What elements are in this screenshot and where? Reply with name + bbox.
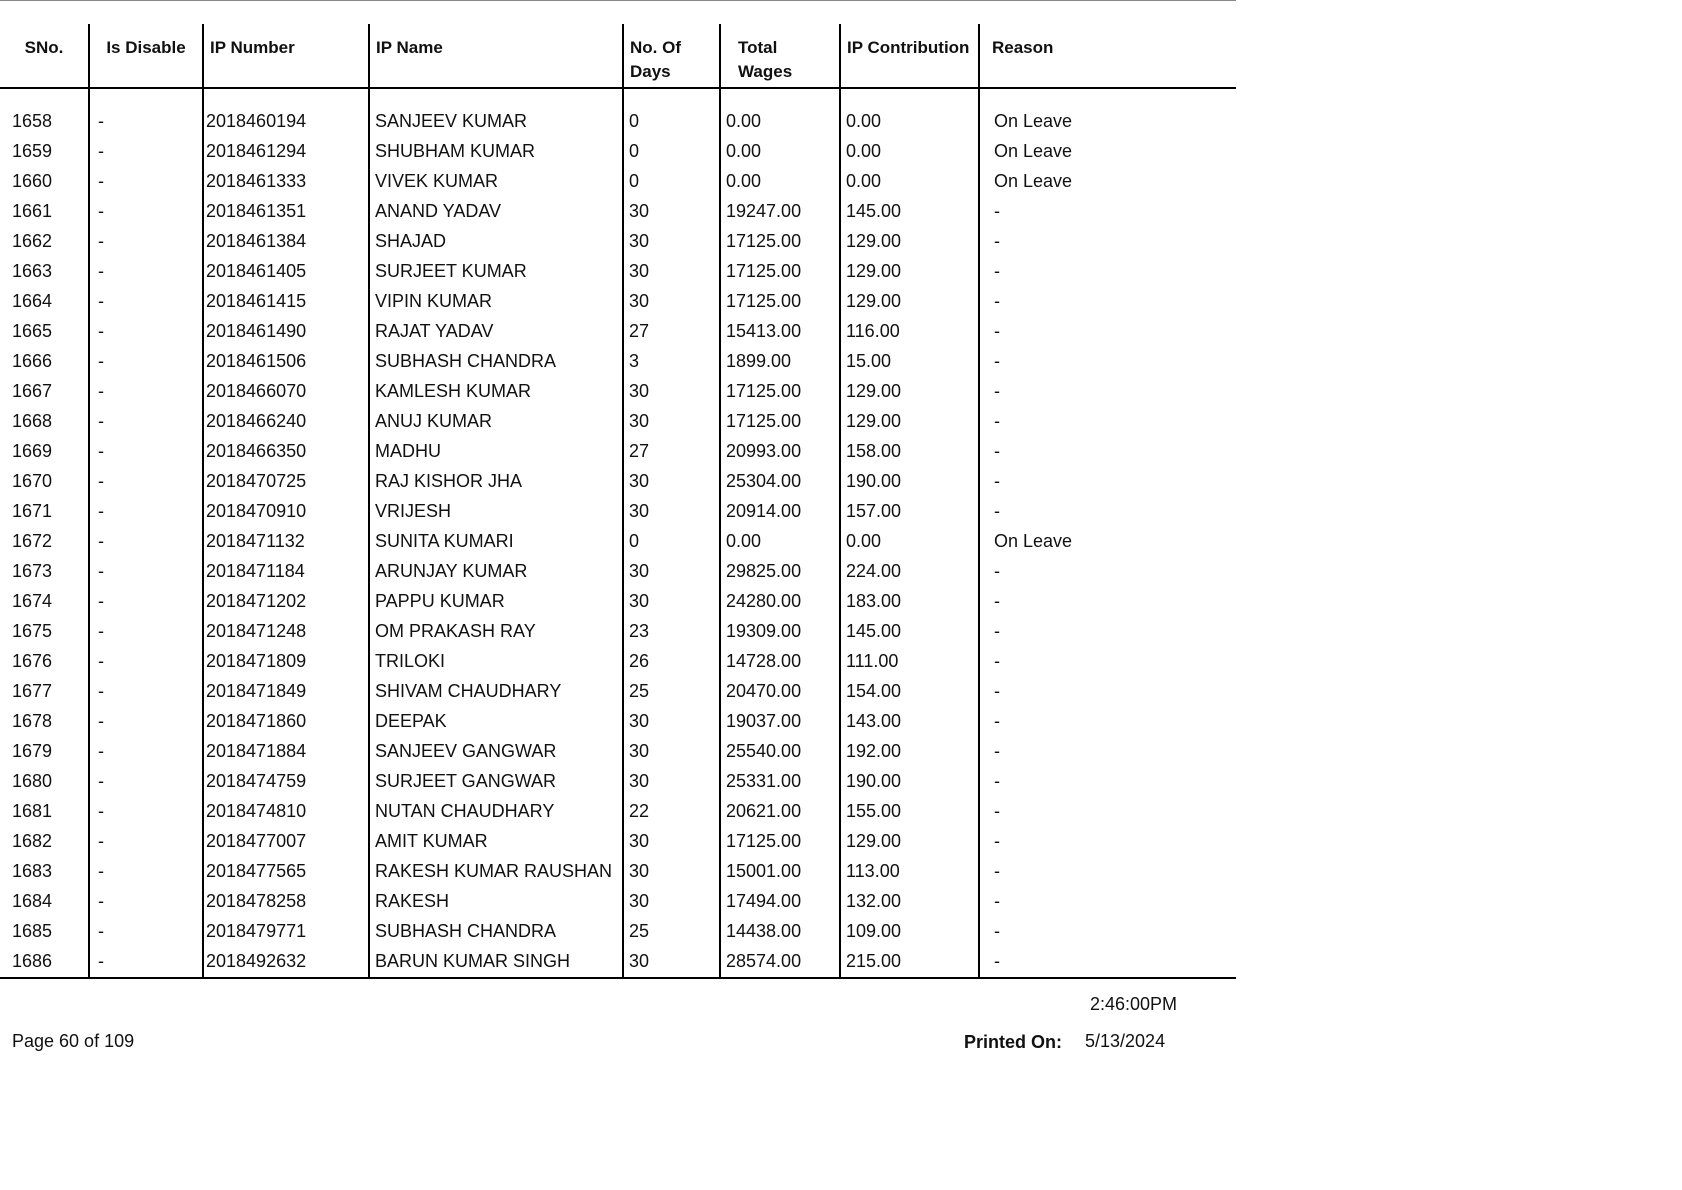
- cell-sno: 1670: [12, 471, 53, 491]
- cell-sno: 1660: [12, 171, 53, 191]
- cell-total-wages: 29825.00: [720, 557, 840, 587]
- cell-is-disable: -: [89, 347, 203, 377]
- cell-ip-contribution: 116.00: [840, 317, 979, 347]
- cell-ip-number: 2018461490: [203, 317, 369, 347]
- cell-ip-number: 2018471248: [203, 617, 369, 647]
- cell-sno: 1659: [12, 141, 53, 161]
- cell-ip-number: 2018461415: [203, 287, 369, 317]
- cell-sno: 1662: [12, 231, 53, 251]
- table-row: [0, 167, 1236, 197]
- cell-is-disable: -: [89, 407, 203, 437]
- table-row: [0, 587, 1236, 617]
- cell-is-disable: -: [89, 587, 203, 617]
- cell-ip-number: 2018466240: [203, 407, 369, 437]
- header-is-disable: Is Disable: [89, 24, 203, 88]
- table-row: [0, 227, 1236, 257]
- cell-total-wages: 20470.00: [720, 677, 840, 707]
- cell-total-wages: 24280.00: [720, 587, 840, 617]
- cell-reason: -: [979, 797, 1236, 827]
- cell-ip-name: ARUNJAY KUMAR: [369, 557, 623, 587]
- cell-is-disable: -: [89, 737, 203, 767]
- cell-reason: -: [979, 737, 1236, 767]
- cell-no-of-days: 30: [623, 287, 720, 317]
- cell-ip-number: 2018471202: [203, 587, 369, 617]
- table-body: [0, 88, 1236, 978]
- cell-is-disable: -: [89, 167, 203, 197]
- cell-sno: 1676: [12, 651, 53, 671]
- cell-ip-name: SURJEET KUMAR: [369, 257, 623, 287]
- cell-ip-name: ANUJ KUMAR: [369, 407, 623, 437]
- cell-ip-contribution: 224.00: [840, 557, 979, 587]
- cell-reason: -: [979, 647, 1236, 677]
- cell-ip-contribution: 143.00: [840, 707, 979, 737]
- cell-no-of-days: 22: [623, 797, 720, 827]
- cell-sno: 1686: [0, 947, 89, 978]
- table-row: [0, 917, 1236, 947]
- cell-ip-name: VIVEK KUMAR: [369, 167, 623, 197]
- cell-ip-number: 2018466350: [203, 437, 369, 467]
- cell-sno: 1668: [12, 411, 53, 431]
- cell-no-of-days: 0: [623, 167, 720, 197]
- header-row: [0, 24, 1236, 88]
- table-row: [0, 407, 1236, 437]
- cell-no-of-days: 30: [623, 827, 720, 857]
- cell-ip-contribution: 129.00: [840, 227, 979, 257]
- cell-reason: -: [979, 617, 1236, 647]
- cell-ip-contribution: 109.00: [840, 917, 979, 947]
- cell-is-disable: -: [89, 437, 203, 467]
- cell-sno: 1661: [12, 201, 53, 221]
- cell-total-wages: 19037.00: [720, 707, 840, 737]
- table-row: [0, 887, 1236, 917]
- cell-sno: 1666: [12, 351, 53, 371]
- cell-reason: -: [979, 497, 1236, 527]
- cell-ip-contribution: 113.00: [840, 857, 979, 887]
- table-row: [0, 437, 1236, 467]
- cell-ip-name: KAMLESH KUMAR: [369, 377, 623, 407]
- cell-ip-name: SANJEEV KUMAR: [369, 88, 623, 137]
- cell-ip-number: 2018478258: [203, 887, 369, 917]
- cell-ip-number: 2018470725: [203, 467, 369, 497]
- cell-total-wages: 17494.00: [720, 887, 840, 917]
- cell-sno: 1663: [12, 261, 53, 281]
- cell-reason: -: [979, 707, 1236, 737]
- table-row: [0, 197, 1236, 227]
- cell-reason: -: [979, 587, 1236, 617]
- cell-ip-name: SHAJAD: [369, 227, 623, 257]
- page-number: Page 60 of 109: [12, 1031, 135, 1051]
- cell-reason: -: [979, 827, 1236, 857]
- table-row: [0, 737, 1236, 767]
- cell-ip-name: DEEPAK: [369, 707, 623, 737]
- cell-no-of-days: 30: [623, 737, 720, 767]
- cell-reason: On Leave: [979, 88, 1236, 137]
- cell-is-disable: -: [89, 707, 203, 737]
- cell-ip-contribution: 15.00: [840, 347, 979, 377]
- cell-reason: -: [979, 887, 1236, 917]
- table-row: [0, 527, 1236, 557]
- cell-ip-name: RAKESH KUMAR RAUSHAN: [369, 857, 623, 887]
- cell-total-wages: 25304.00: [720, 467, 840, 497]
- cell-total-wages: 28574.00: [720, 947, 840, 978]
- header-sno: SNo.: [0, 24, 89, 88]
- cell-reason: -: [979, 287, 1236, 317]
- cell-reason: -: [979, 857, 1236, 887]
- cell-sno: 1678: [12, 711, 53, 731]
- cell-ip-name: SHUBHAM KUMAR: [369, 137, 623, 167]
- cell-ip-number: 2018471884: [203, 737, 369, 767]
- cell-ip-name: RAJ KISHOR JHA: [369, 467, 623, 497]
- cell-reason: On Leave: [979, 137, 1236, 167]
- cell-no-of-days: 30: [623, 257, 720, 287]
- cell-ip-name: MADHU: [369, 437, 623, 467]
- header-reason: Reason: [979, 24, 1236, 88]
- cell-ip-contribution: 192.00: [840, 737, 979, 767]
- cell-ip-contribution: 0.00: [840, 167, 979, 197]
- cell-sno: 1675: [12, 621, 53, 641]
- cell-total-wages: 17125.00: [720, 227, 840, 257]
- contribution-table: [0, 24, 1236, 979]
- cell-ip-contribution: 145.00: [840, 197, 979, 227]
- table-row: [0, 947, 1236, 978]
- table-row: [0, 497, 1236, 527]
- table-row: [0, 557, 1236, 587]
- cell-total-wages: 20993.00: [720, 437, 840, 467]
- contribution-report: [0, 24, 1236, 979]
- cell-ip-contribution: 0.00: [840, 137, 979, 167]
- table-row: [0, 467, 1236, 497]
- cell-ip-name: VIPIN KUMAR: [369, 287, 623, 317]
- cell-sno: 1685: [12, 921, 53, 941]
- cell-is-disable: -: [89, 677, 203, 707]
- cell-ip-name: OM PRAKASH RAY: [369, 617, 623, 647]
- cell-sno: 1667: [12, 381, 53, 401]
- table-row: [0, 617, 1236, 647]
- cell-no-of-days: 27: [623, 437, 720, 467]
- cell-ip-number: 2018474810: [203, 797, 369, 827]
- cell-reason: -: [979, 917, 1236, 947]
- cell-ip-number: 2018471860: [203, 707, 369, 737]
- table-row: [0, 317, 1236, 347]
- cell-no-of-days: 30: [623, 887, 720, 917]
- printed-on-date: 5/13/2024: [1085, 1031, 1166, 1051]
- cell-no-of-days: 25: [623, 677, 720, 707]
- cell-ip-contribution: 129.00: [840, 377, 979, 407]
- cell-no-of-days: 26: [623, 647, 720, 677]
- cell-no-of-days: 30: [623, 767, 720, 797]
- cell-ip-name: ANAND YADAV: [369, 197, 623, 227]
- cell-no-of-days: 30: [623, 497, 720, 527]
- cell-ip-number: 2018461351: [203, 197, 369, 227]
- cell-ip-name: RAJAT YADAV: [369, 317, 623, 347]
- cell-ip-number: 2018461294: [203, 137, 369, 167]
- cell-sno: 1674: [12, 591, 53, 611]
- cell-no-of-days: 30: [623, 377, 720, 407]
- header-total-wages: Total Wages: [720, 24, 840, 88]
- cell-no-of-days: 30: [623, 407, 720, 437]
- cell-ip-contribution: 158.00: [840, 437, 979, 467]
- cell-ip-number: 2018471809: [203, 647, 369, 677]
- cell-ip-contribution: 132.00: [840, 887, 979, 917]
- cell-ip-name: VRIJESH: [369, 497, 623, 527]
- cell-ip-contribution: 129.00: [840, 827, 979, 857]
- cell-sno: 1672: [12, 531, 53, 551]
- cell-is-disable: -: [89, 467, 203, 497]
- cell-total-wages: 0.00: [720, 527, 840, 557]
- header-ip-contribution: IP Contribution: [840, 24, 979, 88]
- cell-ip-name: PAPPU KUMAR: [369, 587, 623, 617]
- cell-is-disable: -: [89, 88, 203, 137]
- cell-sno: 1658: [12, 111, 53, 131]
- cell-ip-name: AMIT KUMAR: [369, 827, 623, 857]
- cell-no-of-days: 0: [623, 137, 720, 167]
- cell-reason: -: [979, 317, 1236, 347]
- cell-ip-number: 2018461405: [203, 257, 369, 287]
- cell-ip-name: SUNITA KUMARI: [369, 527, 623, 557]
- cell-no-of-days: 30: [623, 227, 720, 257]
- cell-is-disable: -: [89, 947, 203, 978]
- cell-no-of-days: 30: [623, 857, 720, 887]
- cell-ip-name: SANJEEV GANGWAR: [369, 737, 623, 767]
- print-time: 2:46:00PM: [1090, 994, 1178, 1014]
- cell-is-disable: -: [89, 767, 203, 797]
- cell-ip-number: 2018461506: [203, 347, 369, 377]
- cell-total-wages: 17125.00: [720, 377, 840, 407]
- cell-total-wages: 25331.00: [720, 767, 840, 797]
- cell-ip-contribution: 111.00: [840, 647, 979, 677]
- cell-ip-name: SURJEET GANGWAR: [369, 767, 623, 797]
- cell-ip-name: SUBHASH CHANDRA: [369, 347, 623, 377]
- header-ip-name: IP Name: [369, 24, 623, 88]
- cell-ip-number: 2018477565: [203, 857, 369, 887]
- cell-total-wages: 25540.00: [720, 737, 840, 767]
- cell-is-disable: -: [89, 647, 203, 677]
- cell-ip-number: 2018461384: [203, 227, 369, 257]
- cell-sno: 1669: [12, 441, 53, 461]
- cell-total-wages: 17125.00: [720, 827, 840, 857]
- cell-no-of-days: 30: [623, 947, 720, 978]
- cell-no-of-days: 0: [623, 527, 720, 557]
- cell-ip-contribution: 157.00: [840, 497, 979, 527]
- cell-total-wages: 15001.00: [720, 857, 840, 887]
- table-row: [0, 257, 1236, 287]
- cell-ip-number: 2018460194: [203, 88, 369, 137]
- cell-is-disable: -: [89, 317, 203, 347]
- cell-total-wages: 15413.00: [720, 317, 840, 347]
- cell-ip-number: 2018471132: [203, 527, 369, 557]
- table-row: [0, 287, 1236, 317]
- cell-ip-name: SHIVAM CHAUDHARY: [369, 677, 623, 707]
- table-row: [0, 767, 1236, 797]
- cell-reason: -: [979, 257, 1236, 287]
- cell-reason: On Leave: [979, 527, 1236, 557]
- cell-no-of-days: 30: [623, 707, 720, 737]
- cell-ip-contribution: 190.00: [840, 767, 979, 797]
- cell-total-wages: 19247.00: [720, 197, 840, 227]
- cell-ip-number: 2018492632: [203, 947, 369, 978]
- cell-ip-number: 2018461333: [203, 167, 369, 197]
- cell-ip-name: TRILOKI: [369, 647, 623, 677]
- cell-sno: 1673: [12, 561, 53, 581]
- cell-total-wages: 0.00: [720, 88, 840, 137]
- cell-ip-number: 2018471849: [203, 677, 369, 707]
- cell-ip-contribution: 129.00: [840, 257, 979, 287]
- cell-ip-name: SUBHASH CHANDRA: [369, 917, 623, 947]
- cell-sno: 1682: [12, 831, 53, 851]
- header-no-of-days: No. Of Days: [623, 24, 720, 88]
- cell-total-wages: 17125.00: [720, 407, 840, 437]
- cell-ip-number: 2018466070: [203, 377, 369, 407]
- cell-ip-contribution: 129.00: [840, 287, 979, 317]
- cell-no-of-days: 23: [623, 617, 720, 647]
- cell-ip-contribution: 155.00: [840, 797, 979, 827]
- cell-is-disable: -: [89, 257, 203, 287]
- cell-reason: -: [979, 347, 1236, 377]
- cell-sno: 1664: [12, 291, 53, 311]
- cell-sno: 1665: [12, 321, 53, 341]
- cell-ip-number: 2018479771: [203, 917, 369, 947]
- cell-is-disable: -: [89, 617, 203, 647]
- cell-reason: -: [979, 557, 1236, 587]
- cell-sno: 1681: [12, 801, 53, 821]
- cell-is-disable: -: [89, 827, 203, 857]
- table-row: [0, 377, 1236, 407]
- cell-reason: -: [979, 767, 1236, 797]
- cell-no-of-days: 3: [623, 347, 720, 377]
- cell-sno: 1680: [12, 771, 53, 791]
- cell-sno: 1679: [12, 741, 53, 761]
- cell-no-of-days: 30: [623, 587, 720, 617]
- cell-no-of-days: 30: [623, 467, 720, 497]
- cell-ip-contribution: 190.00: [840, 467, 979, 497]
- cell-total-wages: 1899.00: [720, 347, 840, 377]
- table-header: [0, 24, 1236, 88]
- cell-total-wages: 17125.00: [720, 257, 840, 287]
- cell-total-wages: 14728.00: [720, 647, 840, 677]
- cell-reason: -: [979, 437, 1236, 467]
- cell-is-disable: -: [89, 557, 203, 587]
- cell-ip-number: 2018477007: [203, 827, 369, 857]
- cell-sno: 1684: [12, 891, 53, 911]
- cell-reason: -: [979, 197, 1236, 227]
- cell-ip-number: 2018471184: [203, 557, 369, 587]
- cell-reason: -: [979, 407, 1236, 437]
- table-row: [0, 707, 1236, 737]
- cell-total-wages: 17125.00: [720, 287, 840, 317]
- cell-is-disable: -: [89, 227, 203, 257]
- cell-no-of-days: 0: [623, 88, 720, 137]
- table-row: [0, 797, 1236, 827]
- table-row: [0, 857, 1236, 887]
- cell-ip-number: 2018470910: [203, 497, 369, 527]
- cell-reason: -: [979, 677, 1236, 707]
- cell-total-wages: 19309.00: [720, 617, 840, 647]
- cell-is-disable: -: [89, 887, 203, 917]
- cell-reason: -: [979, 467, 1236, 497]
- cell-ip-contribution: 0.00: [840, 527, 979, 557]
- cell-total-wages: 14438.00: [720, 917, 840, 947]
- cell-reason: -: [979, 227, 1236, 257]
- cell-ip-contribution: 154.00: [840, 677, 979, 707]
- cell-ip-contribution: 145.00: [840, 617, 979, 647]
- cell-ip-contribution: 0.00: [840, 88, 979, 137]
- top-rule: [0, 0, 1236, 1]
- table-row: [0, 677, 1236, 707]
- cell-ip-name: NUTAN CHAUDHARY: [369, 797, 623, 827]
- cell-is-disable: -: [89, 287, 203, 317]
- cell-is-disable: -: [89, 137, 203, 167]
- cell-is-disable: -: [89, 377, 203, 407]
- cell-is-disable: -: [89, 527, 203, 557]
- cell-total-wages: 20621.00: [720, 797, 840, 827]
- cell-no-of-days: 27: [623, 317, 720, 347]
- cell-is-disable: -: [89, 917, 203, 947]
- header-ip-number: IP Number: [203, 24, 369, 88]
- table-row: [0, 347, 1236, 377]
- cell-no-of-days: 30: [623, 197, 720, 227]
- cell-no-of-days: 30: [623, 557, 720, 587]
- cell-no-of-days: 25: [623, 917, 720, 947]
- cell-sno: 1683: [12, 861, 53, 881]
- cell-ip-contribution: 183.00: [840, 587, 979, 617]
- cell-ip-contribution: 215.00: [840, 947, 979, 978]
- table-row: [0, 88, 1236, 137]
- table-row: [0, 647, 1236, 677]
- cell-total-wages: 20914.00: [720, 497, 840, 527]
- cell-total-wages: 0.00: [720, 137, 840, 167]
- cell-ip-number: 2018474759: [203, 767, 369, 797]
- cell-reason: On Leave: [979, 167, 1236, 197]
- table-row: [0, 827, 1236, 857]
- cell-is-disable: -: [89, 197, 203, 227]
- cell-reason: -: [979, 377, 1236, 407]
- cell-reason: -: [979, 947, 1236, 978]
- cell-ip-contribution: 129.00: [840, 407, 979, 437]
- cell-ip-name: RAKESH: [369, 887, 623, 917]
- cell-total-wages: 0.00: [720, 167, 840, 197]
- printed-on-label: Printed On:: [964, 1032, 1062, 1052]
- cell-is-disable: -: [89, 797, 203, 827]
- cell-sno: 1677: [12, 681, 53, 701]
- cell-is-disable: -: [89, 497, 203, 527]
- cell-ip-name: BARUN KUMAR SINGH: [369, 947, 623, 978]
- cell-is-disable: -: [89, 857, 203, 887]
- cell-sno: 1671: [12, 501, 53, 521]
- table-row: [0, 137, 1236, 167]
